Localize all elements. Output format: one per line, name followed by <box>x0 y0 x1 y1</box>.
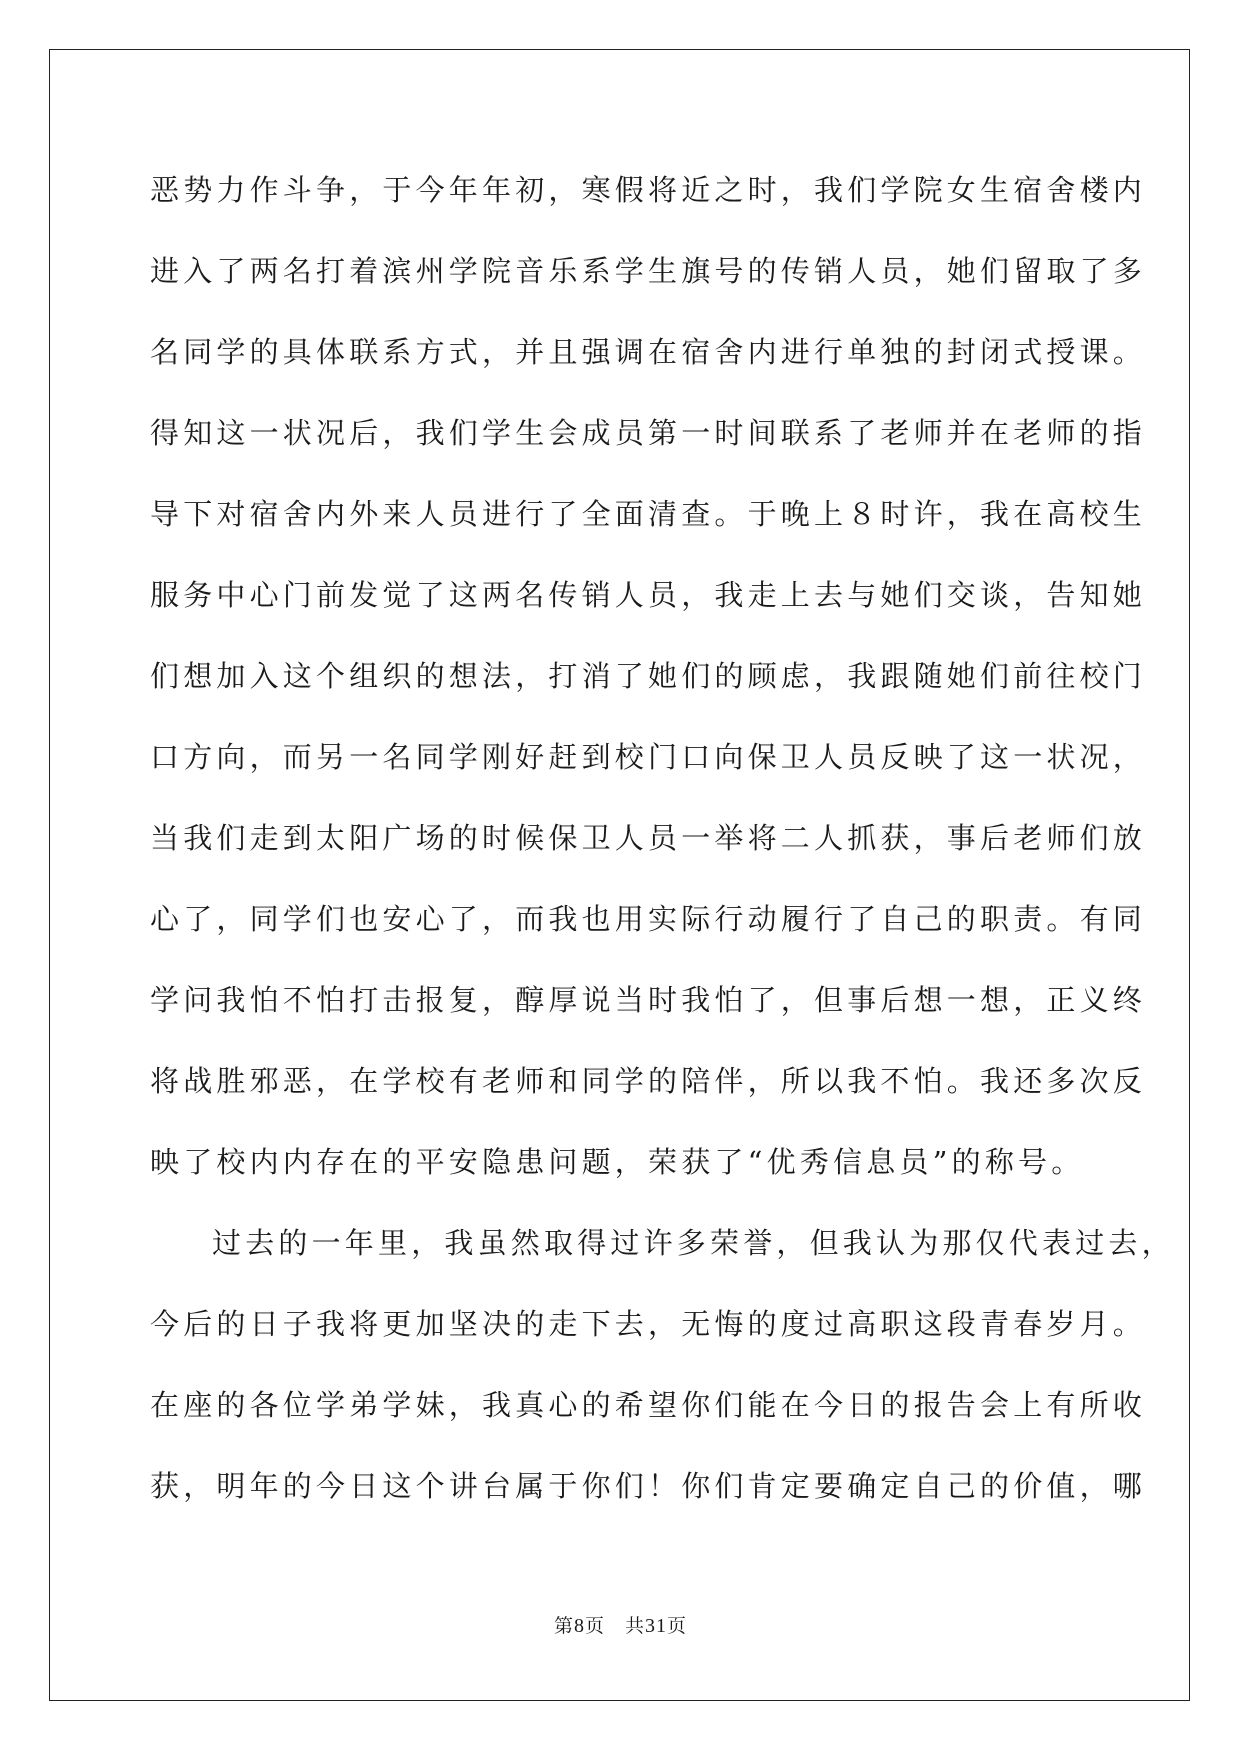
total-unit: 页 <box>667 1615 688 1637</box>
text-line: 获，明年的今日这个讲台属于你们！你们肯定要确定自己的价值，哪 <box>150 1469 1147 1503</box>
document-body <box>150 150 1175 1527</box>
text-line: 在座的各位学弟学妹，我真心的希望你们能在今日的报告会上有所收 <box>150 1388 1147 1422</box>
text-line: 今后的日子我将更加坚决的走下去，无悔的度过高职这段青春岁月。 <box>150 1307 1147 1341</box>
text-line: 导下对宿舍内外来人员进行了全面清查。于晚上８时许，我在高校生 <box>150 497 1147 531</box>
text-line: 当我们走到太阳广场的时候保卫人员一举将二人抓获，事后老师们放 <box>150 821 1147 855</box>
text-line: 口方向，而另一名同学刚好赶到校门口向保卫人员反映了这一状况， <box>150 740 1147 774</box>
total-page-number: 31 <box>645 1615 668 1637</box>
total-prefix: 共 <box>625 1615 646 1637</box>
page-prefix: 第 <box>553 1615 574 1637</box>
text-line: 名同学的具体联系方式，并且强调在宿舍内进行单独的封闭式授课。 <box>150 335 1147 369</box>
text-line: 学问我怕不怕打击报复，醇厚说当时我怕了，但事后想一想，正义终 <box>150 983 1147 1017</box>
paragraph-first-line: 过去的一年里，我虽然取得过许多荣誉，但我认为那仅代表过去， <box>212 1226 1175 1260</box>
text-line: 得知这一状况后，我们学生会成员第一时间联系了老师并在老师的指 <box>150 416 1147 450</box>
current-page-number: 8 <box>573 1615 585 1637</box>
page-footer <box>0 1611 1241 1638</box>
page-unit: 页 <box>584 1615 605 1637</box>
text-line: 恶势力作斗争，于今年年初，寒假将近之时，我们学院女生宿舍楼内 <box>150 173 1147 207</box>
text-line: 服务中心门前发觉了这两名传销人员，我走上去与她们交谈，告知她 <box>150 578 1147 612</box>
text-line: 进入了两名打着滨州学院音乐系学生旗号的传销人员，她们留取了多 <box>150 254 1147 288</box>
text-line: 将战胜邪恶，在学校有老师和同学的陪伴，所以我不怕。我还多次反 <box>150 1064 1147 1098</box>
text-line: 映了校内内存在的平安隐患问题，荣获了“优秀信息员”的称号。 <box>150 1145 1085 1179</box>
text-line: 们想加入这个组织的想法，打消了她们的顾虑，我跟随她们前往校门 <box>150 659 1147 693</box>
text-line: 心了，同学们也安心了，而我也用实际行动履行了自己的职责。有同 <box>150 902 1147 936</box>
